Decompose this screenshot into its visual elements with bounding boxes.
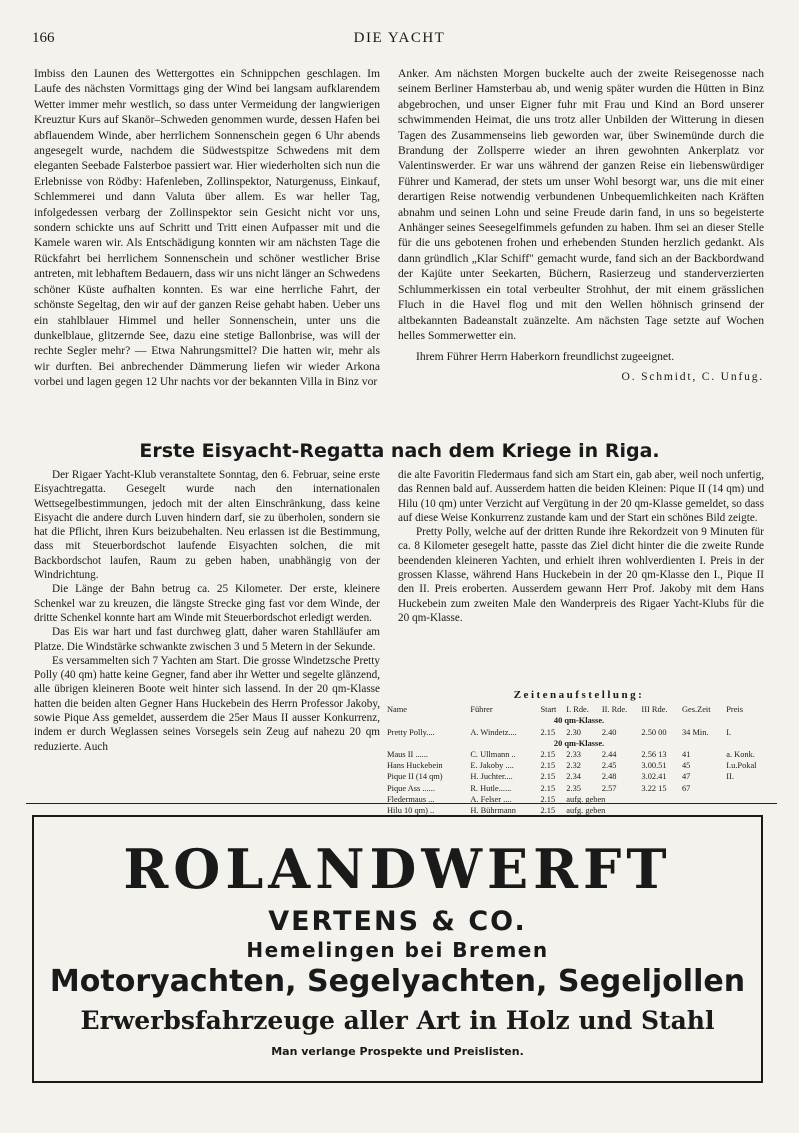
ad-products: Motoryachten, Segelyachten, Segeljollen bbox=[49, 964, 746, 999]
result-cell: 2.15 bbox=[540, 783, 556, 793]
results-block bbox=[386, 690, 772, 816]
ad-vessels: Erwerbsfahrzeuge aller Art in Holz und Stahl bbox=[80, 1006, 715, 1035]
class-heading-row bbox=[386, 715, 772, 726]
result-cell: 2.33 bbox=[566, 750, 581, 760]
body-paragraph: Imbiss den Launen des Wettergottes ein Schnippchen geschlagen. Im Laufe des nächsten Vormittags ging der Wind bei langsam aufklarendem Wetter immer mehr westlich, so dass unter Vermeidung der langwierigen Kreuztur Kurs auf Skanör–Schweden genommen wurde, dessen Hafen bei abflauendem Winde, aber herrlichem Sonnenschein gegen 6 Uhr abends angesegelt wurde, nachdem die Südwestspitze Schwedens mit dem eleganten Seebade Falsterboe passiert war. Hier wiederholten sich nun die Erlebnisse von Rödby: Hafenleben, Zollinspektor, Naturgenuss, Einkauf, Schlemmerei und dann Valuta über allem. Es war heller Tag, infolgedessen verbarg der Zollinspektor sein Gesicht nicht vor uns, sondern schickte uns auf Schritt und Tritt einen Aufpasser mit und die Kamele waren wir. Als Entschädigung konnten wir am nächsten Tage die Rückfahrt bei herrlichem Sonnenschein und schöner westlicher Brise antreten, mit lebhaftem Bedauern, dass wir uns nicht länger an Schwedens schöner Küste aufhalten konnten. Es war eine herrliche Fahrt, der schönste Segeltag, den wir auf der ganzen Reise gehabt haben. Ueber uns ein stahlblauer Himmel und heller Sonnenschein, unter uns die dunkelblaue, glitzernde See, dazu eine stetige Ballonbrise, was will der rechte Segler mehr? — Etwa Nahrungsmittel? Die hatten wir, mehr als wir durften. Bei anbrechender Dämmerung liefen wir wieder Arkona vorbei und lagen gegen 12 Uhr nachts vor der bekannten Villa in Binz vor bbox=[34, 67, 380, 389]
result-cell: a. Konk. bbox=[726, 750, 755, 760]
body-paragraph: Die Länge der Bahn betrug ca. 25 Kilometer. Der erste, kleinere Schenkel war zu kreuzen, die längste Strecke ging fast vor dem Winde, der dritte Schenkel konnte hart am Winde mit Steuerbordschot erledigt werden. bbox=[34, 583, 380, 624]
result-cell: I.u.Pokal bbox=[726, 761, 757, 771]
result-cell: 2.15 bbox=[540, 806, 556, 816]
body-paragraph: Es versammelten sich 7 Yachten am Start. Die grosse Windetzsche Pretty Polly (40 qm) hatte keine Gegner, fand aber ihr Wetter und segelte glänzend, alle übrigen kleineren Boote weit hinter sich lassend. In der 20 qm-Klasse hatten die beiden alten Gegner Hans Huckebein des Herrn Professor Jakoby, sowie Pique Ass gemeldet, ausserdem die 25er Maus II ausser Konkurrenz, indem er durch Weglassen seines Vorsegels sein Zeug auf nahezu 20 qm reduzierte. Auch bbox=[34, 654, 380, 753]
result-cell: 34 Min. bbox=[681, 727, 709, 737]
column-header: Start bbox=[540, 705, 557, 715]
result-cell: 2.35 bbox=[566, 783, 581, 793]
result-cell: 41 bbox=[681, 750, 691, 760]
column-header: I. Rde. bbox=[566, 705, 589, 715]
result-cell: 2.15 bbox=[540, 761, 556, 771]
result-row bbox=[386, 727, 772, 738]
result-cell: Fledermaus ... bbox=[387, 794, 435, 804]
ad-note: Man verlange Prospekte und Preislisten. bbox=[271, 1045, 524, 1058]
column-header: Name bbox=[387, 705, 407, 715]
result-cell: 3.22 15 bbox=[641, 783, 667, 793]
result-cell: R. Hutle...... bbox=[470, 783, 512, 793]
column-header: Preis bbox=[726, 705, 744, 715]
result-cell: Pique Ass ...... bbox=[387, 783, 435, 793]
body-paragraph: Der Rigaer Yacht-Klub veranstaltete Sonntag, den 6. Februar, seine erste Eisyachtregatta. Gesegelt wurde nach den internationalen Wettsegelbestimmungen, jedoch mit der alten Einschränkung, dass keine Eisyacht die andere durch Luven hindern darf, sie zu überholen, sondern sie hat die Pflicht, ihren Kurs beizubehalten. Neu erlassen ist die Bestimmung, dass mit Steuerbordschot laufende Eisyachten solchen, die mit Backbordschot laufen, Raum zu geben haben, unabhängig von der Windrichtung. bbox=[34, 469, 380, 582]
result-cell: Hilu 10 qm) .. bbox=[387, 806, 435, 816]
result-cell: 2.15 bbox=[540, 727, 556, 737]
regatta-right-column bbox=[398, 468, 764, 625]
result-cell: II. bbox=[726, 772, 734, 782]
result-cell: Maus II ...... bbox=[387, 750, 428, 760]
result-cell: 2.15 bbox=[540, 794, 556, 804]
results-title: Zeitenaufstellung: bbox=[513, 689, 645, 701]
column-header: Ges.Zeit bbox=[681, 705, 711, 715]
body-paragraph: Das Eis war hart und fast durchweg glatt, daher waren Stahlläufer am Platze. Die Windstärke schwankte zwischen 3 und 5 Metern in der Sekunde. bbox=[34, 626, 380, 653]
body-paragraph: Pretty Polly, welche auf der dritten Runde ihre Rekordzeit von 9 Minuten für ca. 8 Kilometer gesegelt hatte, passte das Ziel dicht hinter die die zweite Runde beendenden kleineren Yachten, und erhielt ihren wohlverdienten I. Preis in der grossen Klasse, während Hans Huckebein in der 20 qm-Klasse den I., Pique II den II. Preis eroberten. Ausserdem gewann Herr Prof. Jakoby mit dem Hans Huckebein zum zweiten Male den Wanderpreis des Rigaer Yacht-Klubs für die 20 qm-Klasse. bbox=[398, 526, 764, 624]
result-cell: E. Jakoby .... bbox=[470, 761, 514, 771]
class-heading: 20 qm-Klasse. bbox=[553, 738, 605, 748]
result-cell: 45 bbox=[681, 761, 691, 771]
result-cell: 2.48 bbox=[601, 772, 617, 782]
result-cell: Pretty Polly.... bbox=[387, 727, 435, 737]
result-cell: H. Juchter.... bbox=[470, 772, 513, 782]
advertisement bbox=[32, 815, 763, 1083]
result-cell bbox=[725, 783, 772, 794]
result-cell: 2.57 bbox=[601, 783, 617, 793]
result-cell: I. bbox=[726, 727, 732, 737]
result-cell: 67 bbox=[681, 783, 691, 793]
result-cell: 2.15 bbox=[540, 750, 556, 760]
result-cell: aufg. geben bbox=[566, 806, 606, 816]
result-cell: 2.50 00 bbox=[641, 727, 667, 737]
results-20qm-group bbox=[386, 738, 772, 816]
body-paragraph: die alte Favoritin Fledermaus fand sich am Start ein, gab aber, weil noch unfertig, das Rennen bald auf. Ausserdem hatten die beiden Kleinen: Pique II (14 qm) und Hilu (10 qm) unter Verzicht auf Vergütung in der 20 qm-Klasse gemeldet, so dass auf diese Weise Konkurrenz zustande kam und der Start ein schönes Bild zeigte. bbox=[398, 469, 764, 524]
result-cell: A. Felser .... bbox=[470, 794, 512, 804]
section-divider bbox=[26, 803, 777, 804]
results-table bbox=[386, 704, 772, 816]
result-cell: 3.00.51 bbox=[641, 761, 667, 771]
page-number: 166 bbox=[32, 30, 55, 46]
result-cell: Pique II (14 qm) bbox=[387, 772, 443, 782]
regatta-left-column bbox=[34, 468, 380, 754]
results-40qm-group bbox=[386, 715, 772, 737]
class-heading: 40 qm-Klasse. bbox=[553, 716, 605, 726]
result-cell: 2.44 bbox=[601, 750, 617, 760]
running-title: DIE YACHT bbox=[353, 30, 446, 46]
article-continuation-left-column bbox=[34, 66, 380, 390]
class-heading-row bbox=[386, 738, 772, 749]
column-header: II. Rde. bbox=[601, 705, 628, 715]
result-cell: 2.15 bbox=[540, 772, 556, 782]
result-row bbox=[386, 783, 772, 794]
result-cell: 2.32 bbox=[566, 761, 581, 771]
result-cell: 2.56 13 bbox=[641, 750, 667, 760]
article-continuation-right-column bbox=[398, 66, 764, 384]
dedication-line: Ihrem Führer Herrn Haberkorn freundlichst zugeeignet. bbox=[416, 350, 675, 364]
result-cell: aufg. geben bbox=[566, 794, 606, 804]
result-row bbox=[386, 771, 772, 782]
result-row bbox=[386, 760, 772, 771]
result-cell: 2.30 bbox=[566, 727, 581, 737]
ad-location: Hemelingen bei Bremen bbox=[246, 938, 549, 962]
result-cell: H. Bührmann bbox=[470, 806, 516, 816]
author-signature: O. Schmidt, C. Unfug. bbox=[621, 369, 764, 383]
result-cell: 2.40 bbox=[601, 727, 617, 737]
result-cell: 47 bbox=[681, 772, 691, 782]
article-headline: Erste Eisyacht-Regatta nach dem Kriege in Riga. bbox=[139, 440, 660, 462]
ad-company-name: ROLANDWERFT bbox=[123, 837, 672, 901]
ad-firm-name: VERTENS & CO. bbox=[268, 906, 527, 937]
column-header: III Rde. bbox=[641, 705, 668, 715]
results-header-row bbox=[386, 704, 772, 715]
result-cell: Hans Huckebein bbox=[387, 761, 443, 771]
result-cell: 2.45 bbox=[601, 761, 617, 771]
result-cell: 3.02.41 bbox=[641, 772, 667, 782]
result-cell: C. Ullmann .. bbox=[470, 750, 516, 760]
result-cell: A. Windetz.... bbox=[470, 727, 517, 737]
result-cell: 2.34 bbox=[566, 772, 581, 782]
result-row bbox=[386, 749, 772, 760]
body-paragraph: Anker. Am nächsten Morgen buckelte auch der zweite Reisegenosse nach seinem Berliner Hamsterbau ab, und wenig später wurden die Hütten in Binz abgebrochen, und unser Eigner fuhr mit Frau und Kind an Bord unserer schwimmenden Heimat, die uns trotz aller Unbilden der Witterung in diesen Tagen des Zusammenseins lieb geworden war, über Swinemünde durch die Brandung der Zollsperre wieder an ihren gewohnten Ankerplatz vor Valentinswerder. Er war uns während der ganzen Reise ein liebenswürdiger Führer und Kamerad, der stets um unser Wohl besorgt war, uns die mit einer derartigen Reise notwendig verbundenen Unbequemlichkeiten nach Kräften abnahm und seinen Lohn und seine Freude darin fand, in uns so begeisterte Anhänger seines Seesegelfimmels gefunden zu haben. Ihm sei an dieser Stelle für die uns gebotenen frohen und erhebenden Stunden herzlich gedankt. Als dann gründlich „Klar Schiff" gemacht wurde, fand sich an der Backbordwand der Kajüte unter Seekarten, Büchern, Rasierzeug und standerverzierten Schlummerkissen ein total verbeulter Strohhut, der mit einem grässlichen Fluch in die Havel flog und mit den Wellen höhnisch grinsend der altbekannten Badeanstalt zuänzelte. Am nächsten Tage setzte auf Wochen helles Sommerwetter ein. bbox=[398, 67, 764, 342]
column-header: Führer bbox=[470, 705, 493, 715]
